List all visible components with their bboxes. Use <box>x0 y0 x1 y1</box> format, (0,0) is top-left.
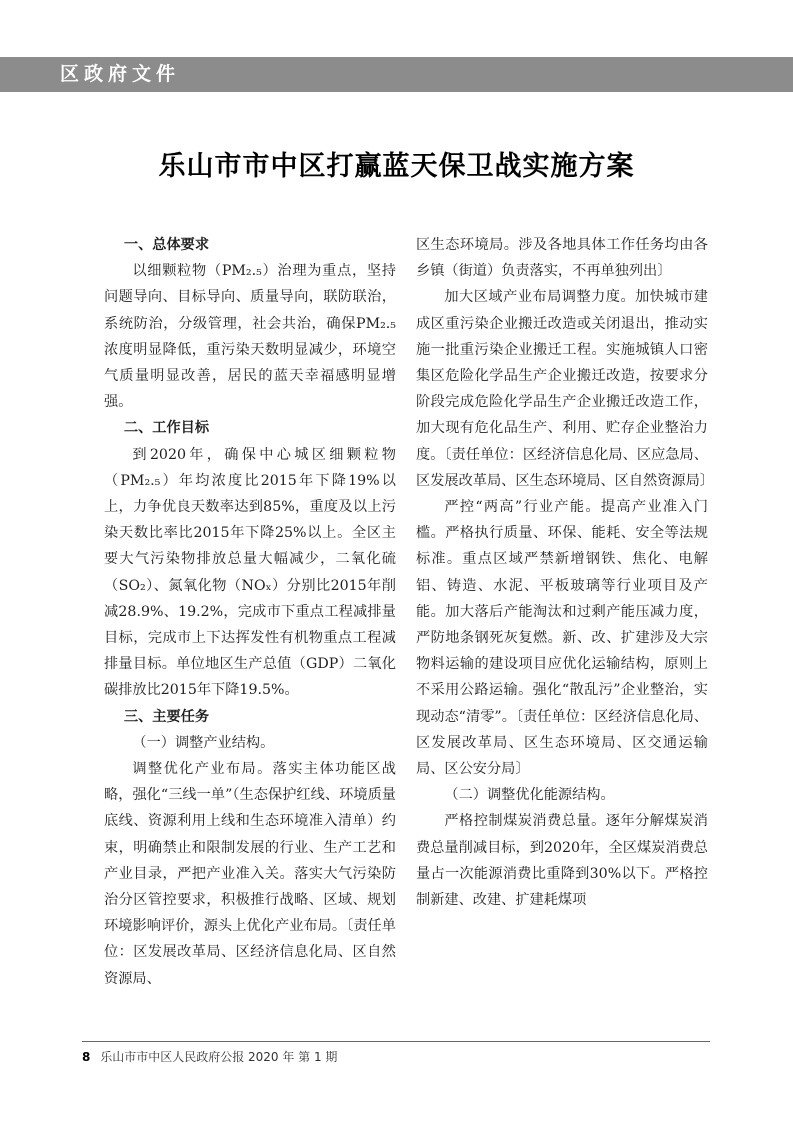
paragraph: 到2020年，确保中心城区细颗粒物（PM₂.₅）年均浓度比2015年下降19%以上，力争优良天数率达到85%，重度及以上污染天数比率比2015年下降25%以上。全区主要大气污染物排放总量大幅减少，二氧化硫（SO₂）、氮氧化物（NOₓ）分别比2015年削减28.9%、19.2%，完成市下重点工程减排量目标，完成市上下达挥发性有机物重点工程减排量目标。单位地区生产总值（GDP）二氧化碳排放比2015年下降19.5%。 <box>104 446 396 699</box>
page-number: 8 <box>82 1050 91 1064</box>
section-heading: 二、工作目标 <box>123 420 210 437</box>
paragraph: 严格控制煤炭消费总量。逐年分解煤炭消费总量削减目标，到2020年，全区煤炭消费总量占一次能源消费比重降到30%以下。严格控制新建、改建、扩建耗煤项 <box>416 813 708 909</box>
section-heading: 三、主要任务 <box>123 708 210 725</box>
paragraph: 以细颗粒物（PM₂.₅）治理为重点，坚持问题导向、目标导向、质量导向，联防联治，系统防治，分级管理，社会共治，确保PM₂.₅浓度明显降低，重污染天数明显减少，环境空气质量明显改善，居民的蓝天幸福感明显增强。 <box>104 263 396 411</box>
document-title: 乐山市市中区打赢蓝天保卫战实施方案 <box>158 151 635 182</box>
right-column <box>416 232 714 913</box>
footer-divider <box>82 1041 710 1042</box>
paragraph: 调整优化产业布局。落实主体功能区战略，强化“三线一单”（生态保护红线、环境质量底线、资源利用上线和生态环境准入清单）约束，明确禁止和限制发展的行业、生产工艺和产业目录，严把产业准入关。落实大气污染防治分区管控要求，积极推行战略、区域、规划环境影响评价，源头上优化产业布局。〔责任单位：区发展改革局、区经济信息化局、区自然资源局、 <box>104 761 396 987</box>
left-column <box>104 232 396 992</box>
section-heading: 一、总体要求 <box>123 237 210 253</box>
publication-name: 乐山市市中区人民政府公报 2020 年 第 1 期 <box>100 1050 338 1064</box>
paragraph: 区生态环境局。涉及各地具体工作任务均由各乡镇（街道）负责落实，不再单独列出〕 <box>416 237 708 280</box>
paragraph: （一）调整产业结构。 <box>132 734 275 751</box>
paragraph: （二）调整优化能源结构。 <box>444 787 615 804</box>
paragraph: 严控“两高”行业产能。提高产业准入门槛。严格执行质量、环保、能耗、安全等法规标准。重点区域严禁新增钢铁、焦化、电解铝、铸造、水泥、平板玻璃等行业项目及产能。加大落后产能淘汰和过剩产能压减力度，严防地条钢死灰复燃。新、改、扩建涉及大宗物料运输的建设项目应优化运输结构，原则上不采用公路运输。强化“散乱污”企业整治，实现动态“清零”。〔责任单位：区经济信息化局、区发展改革局、区生态环境局、区交通运输局、区公安分局〕 <box>416 499 708 778</box>
page-footer <box>82 1048 337 1065</box>
section-label: 区政府文件 <box>60 63 181 85</box>
header-band <box>0 57 793 92</box>
paragraph: 加大区域产业布局调整力度。加快城市建成区重污染企业搬迁改造或关闭退出，推动实施一批重污染企业搬迁工程。实施城镇人口密集区危险化学品生产企业搬迁改造，按要求分阶段完成危险化学品生产企业搬迁改造工作，加大现有危化品生产、利用、贮存企业整治力度。〔责任单位：区经济信息化局、区应急局、区发展改革局、区生态环境局、区自然资源局〕 <box>416 289 714 489</box>
